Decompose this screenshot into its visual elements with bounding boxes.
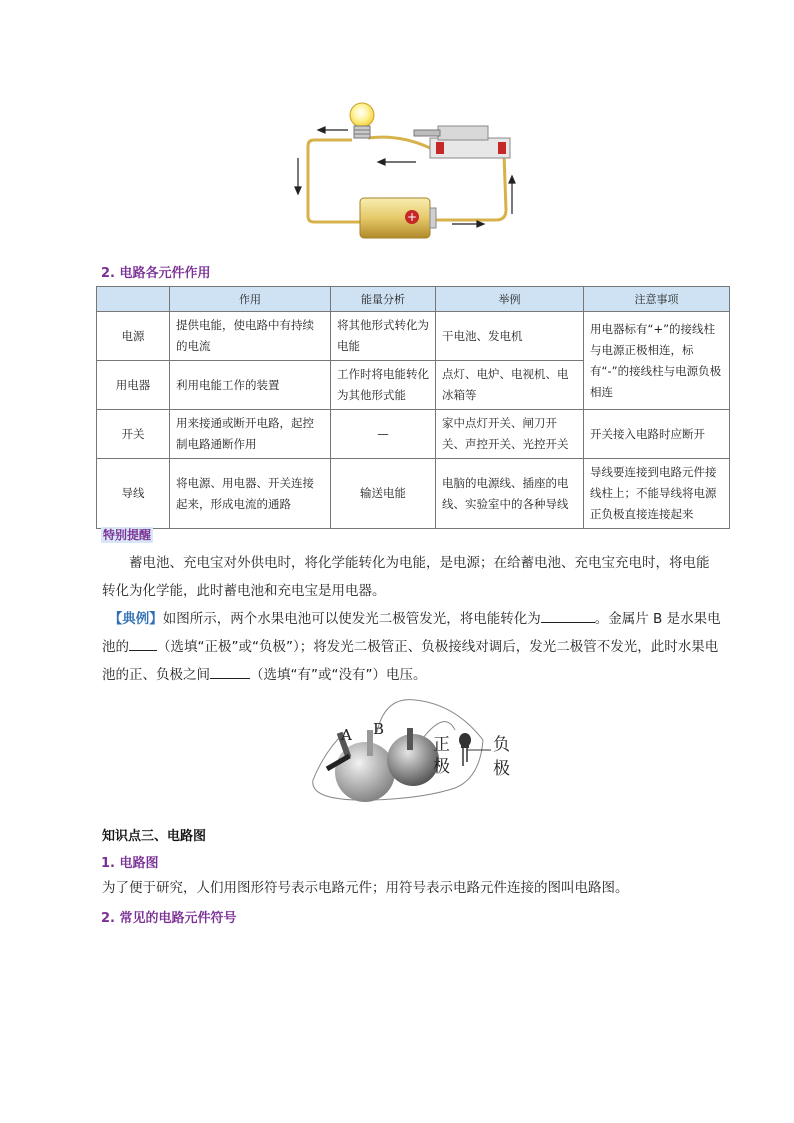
row-note: 导线要连接到电路元件接线柱上；不能导线将电源正负极直接连接起来: [584, 459, 730, 529]
label-negative-2: 极: [493, 759, 510, 779]
answer-blank-3[interactable]: [210, 664, 250, 679]
components-table: [96, 286, 730, 529]
bulb-icon: [350, 103, 374, 138]
row-name: 电源: [97, 312, 170, 361]
header-example: 举例: [436, 287, 584, 312]
header-role: 作用: [170, 287, 331, 312]
row-role: 用来接通或断开电路，起控制电路通断作用: [170, 410, 331, 459]
label-b: B: [373, 720, 385, 738]
led-icon: [459, 733, 491, 766]
row-energy: 将其他形式转化为电能: [331, 312, 436, 361]
row-name: 用电器: [97, 361, 170, 410]
row-example: 点灯、电炉、电视机、电冰箱等: [436, 361, 584, 410]
row-name: 开关: [97, 410, 170, 459]
header-note: 注意事项: [584, 287, 730, 312]
label-negative-1: 负: [493, 735, 510, 755]
row-role: 提供电能，使电路中有持续的电流: [170, 312, 331, 361]
section-2-title: 2. 电路各元件作用: [101, 266, 211, 281]
label-a: A: [341, 726, 352, 744]
example-tag: 【典例】: [108, 611, 163, 627]
table-header: [97, 287, 730, 312]
row-energy: 输送电能: [331, 459, 436, 529]
table-row: [97, 312, 730, 361]
section-3-sub2: 2. 常见的电路元件符号: [101, 911, 237, 926]
row-role: 将电源、用电器、开关连接起来，形成电流的通路: [170, 459, 331, 529]
row-note: 开关接入电路时应断开: [584, 410, 730, 459]
table-row: [97, 459, 730, 529]
circuit-illustration: [290, 98, 530, 244]
section-3-text: 为了便于研究，人们用图形符号表示电路元件；用符号表示电路元件连接的图叫电路图。: [102, 880, 629, 896]
row-example: 干电池、发电机: [436, 312, 584, 361]
wire-top: [368, 137, 430, 148]
wire-right: [436, 154, 506, 220]
label-positive-1: 正: [433, 735, 450, 755]
label-positive-2: 极: [433, 757, 450, 777]
row-example: 电脑的电源线、插座的电线、实验室中的各种导线: [436, 459, 584, 529]
battery-icon: [360, 198, 436, 238]
answer-blank-1[interactable]: [541, 608, 595, 623]
answer-blank-2[interactable]: [129, 636, 157, 651]
row-role: 利用电能工作的装置: [170, 361, 331, 410]
table-row: [97, 410, 730, 459]
fruit-battery-illustration: [305, 690, 515, 810]
row-example: 家中点灯开关、闸刀开关、声控开关、光控开关: [436, 410, 584, 459]
wire-left: [308, 140, 360, 222]
row-energy: 工作时将电能转化为其他形式能: [331, 361, 436, 410]
svg-text:+: +: [406, 210, 418, 224]
header-energy: 能量分析: [331, 287, 436, 312]
tip-text: 蓄电池、充电宝对外供电时，将化学能转化为电能，是电源；在给蓄电池、充电宝充电时，将电能转化为化学能，此时蓄电池和充电宝是用电器。: [102, 555, 710, 599]
row-note-merged: 用电器标有“+”的接线柱与电源正极相连，标有“-”的接线柱与电源负极相连: [584, 312, 730, 410]
tip-badge: 特别提醒: [103, 528, 152, 542]
row-name: 导线: [97, 459, 170, 529]
switch-icon: [414, 126, 510, 158]
section-3-title: 知识点三、电路图: [102, 829, 207, 844]
row-energy: —: [331, 410, 436, 459]
section-3-sub1: 1. 电路图: [101, 856, 159, 871]
example-question: 【典例】如图所示，两个水果电池可以使发光二极管发光，将电能转化为 。金属片 B 是水果电池的 （选填“正极”或“负极”）；将发光二极管正、负极接线对调后，发光二极管不发光，此时水果电池的正、负极之间 （选填“有”或“没有”）电压。: [102, 605, 722, 689]
